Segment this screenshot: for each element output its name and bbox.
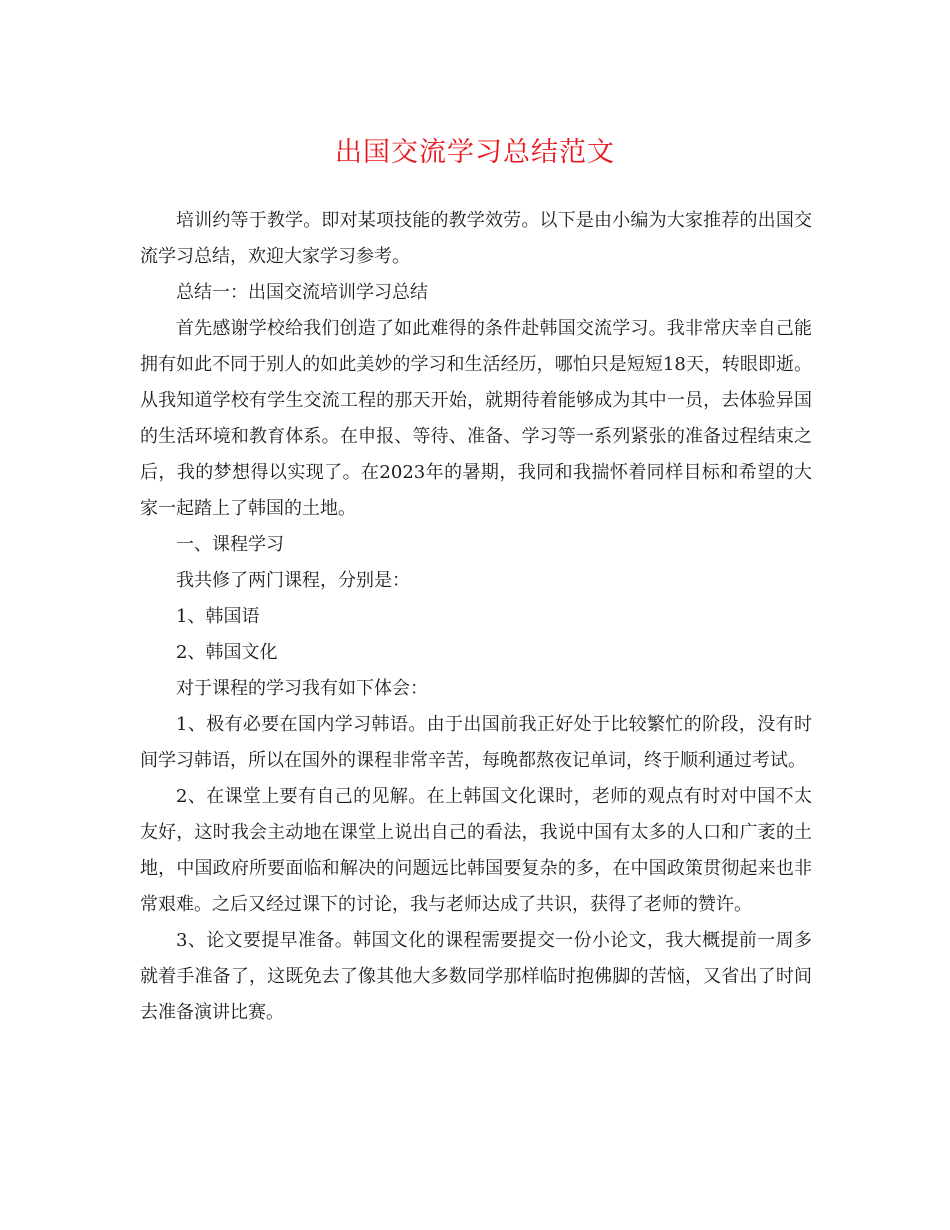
paragraph-thanks: 首先感谢学校给我们创造了如此难得的条件赴韩国交流学习。我非常庆幸自己能拥有如此不同于别人的如此美妙的学习和生活经历，哪怕只是短短18天，转眼即逝。从我知道学校有学生交流工程的那天开始，就期待着能够成为其中一员，去体验异国的生活环境和教育体系。在申报、等待、准备、学习等一系列紧张的准备过程结束之后，我的梦想得以实现了。在2023年的暑期，我同和我揣怀着同样目标和希望的大家一起踏上了韩国的土地。 [140, 318, 812, 519]
paragraph-reflections: 对于课程的学习我有如下体会： [176, 678, 428, 699]
document-title: 出国交流学习总结范文 [335, 137, 615, 168]
paragraph-point-one: 1、极有必要在国内学习韩语。由于出国前我正好处于比较繁忙的阶段，没有时间学习韩语，所以在国外的课程非常辛苦，每晚都熬夜记单词，终于顺利通过考试。 [140, 714, 812, 771]
section-heading-summary-one: 总结一：出国交流培训学习总结 [176, 282, 428, 303]
paragraph-courses: 我共修了两门课程，分别是： [176, 570, 410, 591]
paragraph-point-three: 3、论文要提早准备。韩国文化的课程需要提交一份小论文，我大概提前一周多就着手准备了，这既免去了像其他大多数同学那样临时抱佛脚的苦恼，又省出了时间去准备演讲比赛。 [140, 930, 812, 1023]
paragraph-intro: 培训约等于教学。即对某项技能的教学效劳。以下是由小编为大家推荐的出国交流学习总结，欢迎大家学习参考。 [140, 210, 812, 267]
document-body [140, 203, 812, 1031]
list-item-korean-language: 1、韩国语 [176, 606, 260, 627]
section-heading-course-study: 一、课程学习 [176, 534, 284, 555]
list-item-korean-culture: 2、韩国文化 [176, 642, 278, 663]
paragraph-point-two: 2、在课堂上要有自己的见解。在上韩国文化课时，老师的观点有时对中国不太友好，这时我会主动地在课堂上说出自己的看法，我说中国有太多的人口和广袤的土地，中国政府所要面临和解决的问题远比韩国要复杂的多，在中国政策贯彻起来也非常艰难。之后又经过课下的讨论，我与老师达成了共识，获得了老师的赞许。 [140, 786, 812, 915]
